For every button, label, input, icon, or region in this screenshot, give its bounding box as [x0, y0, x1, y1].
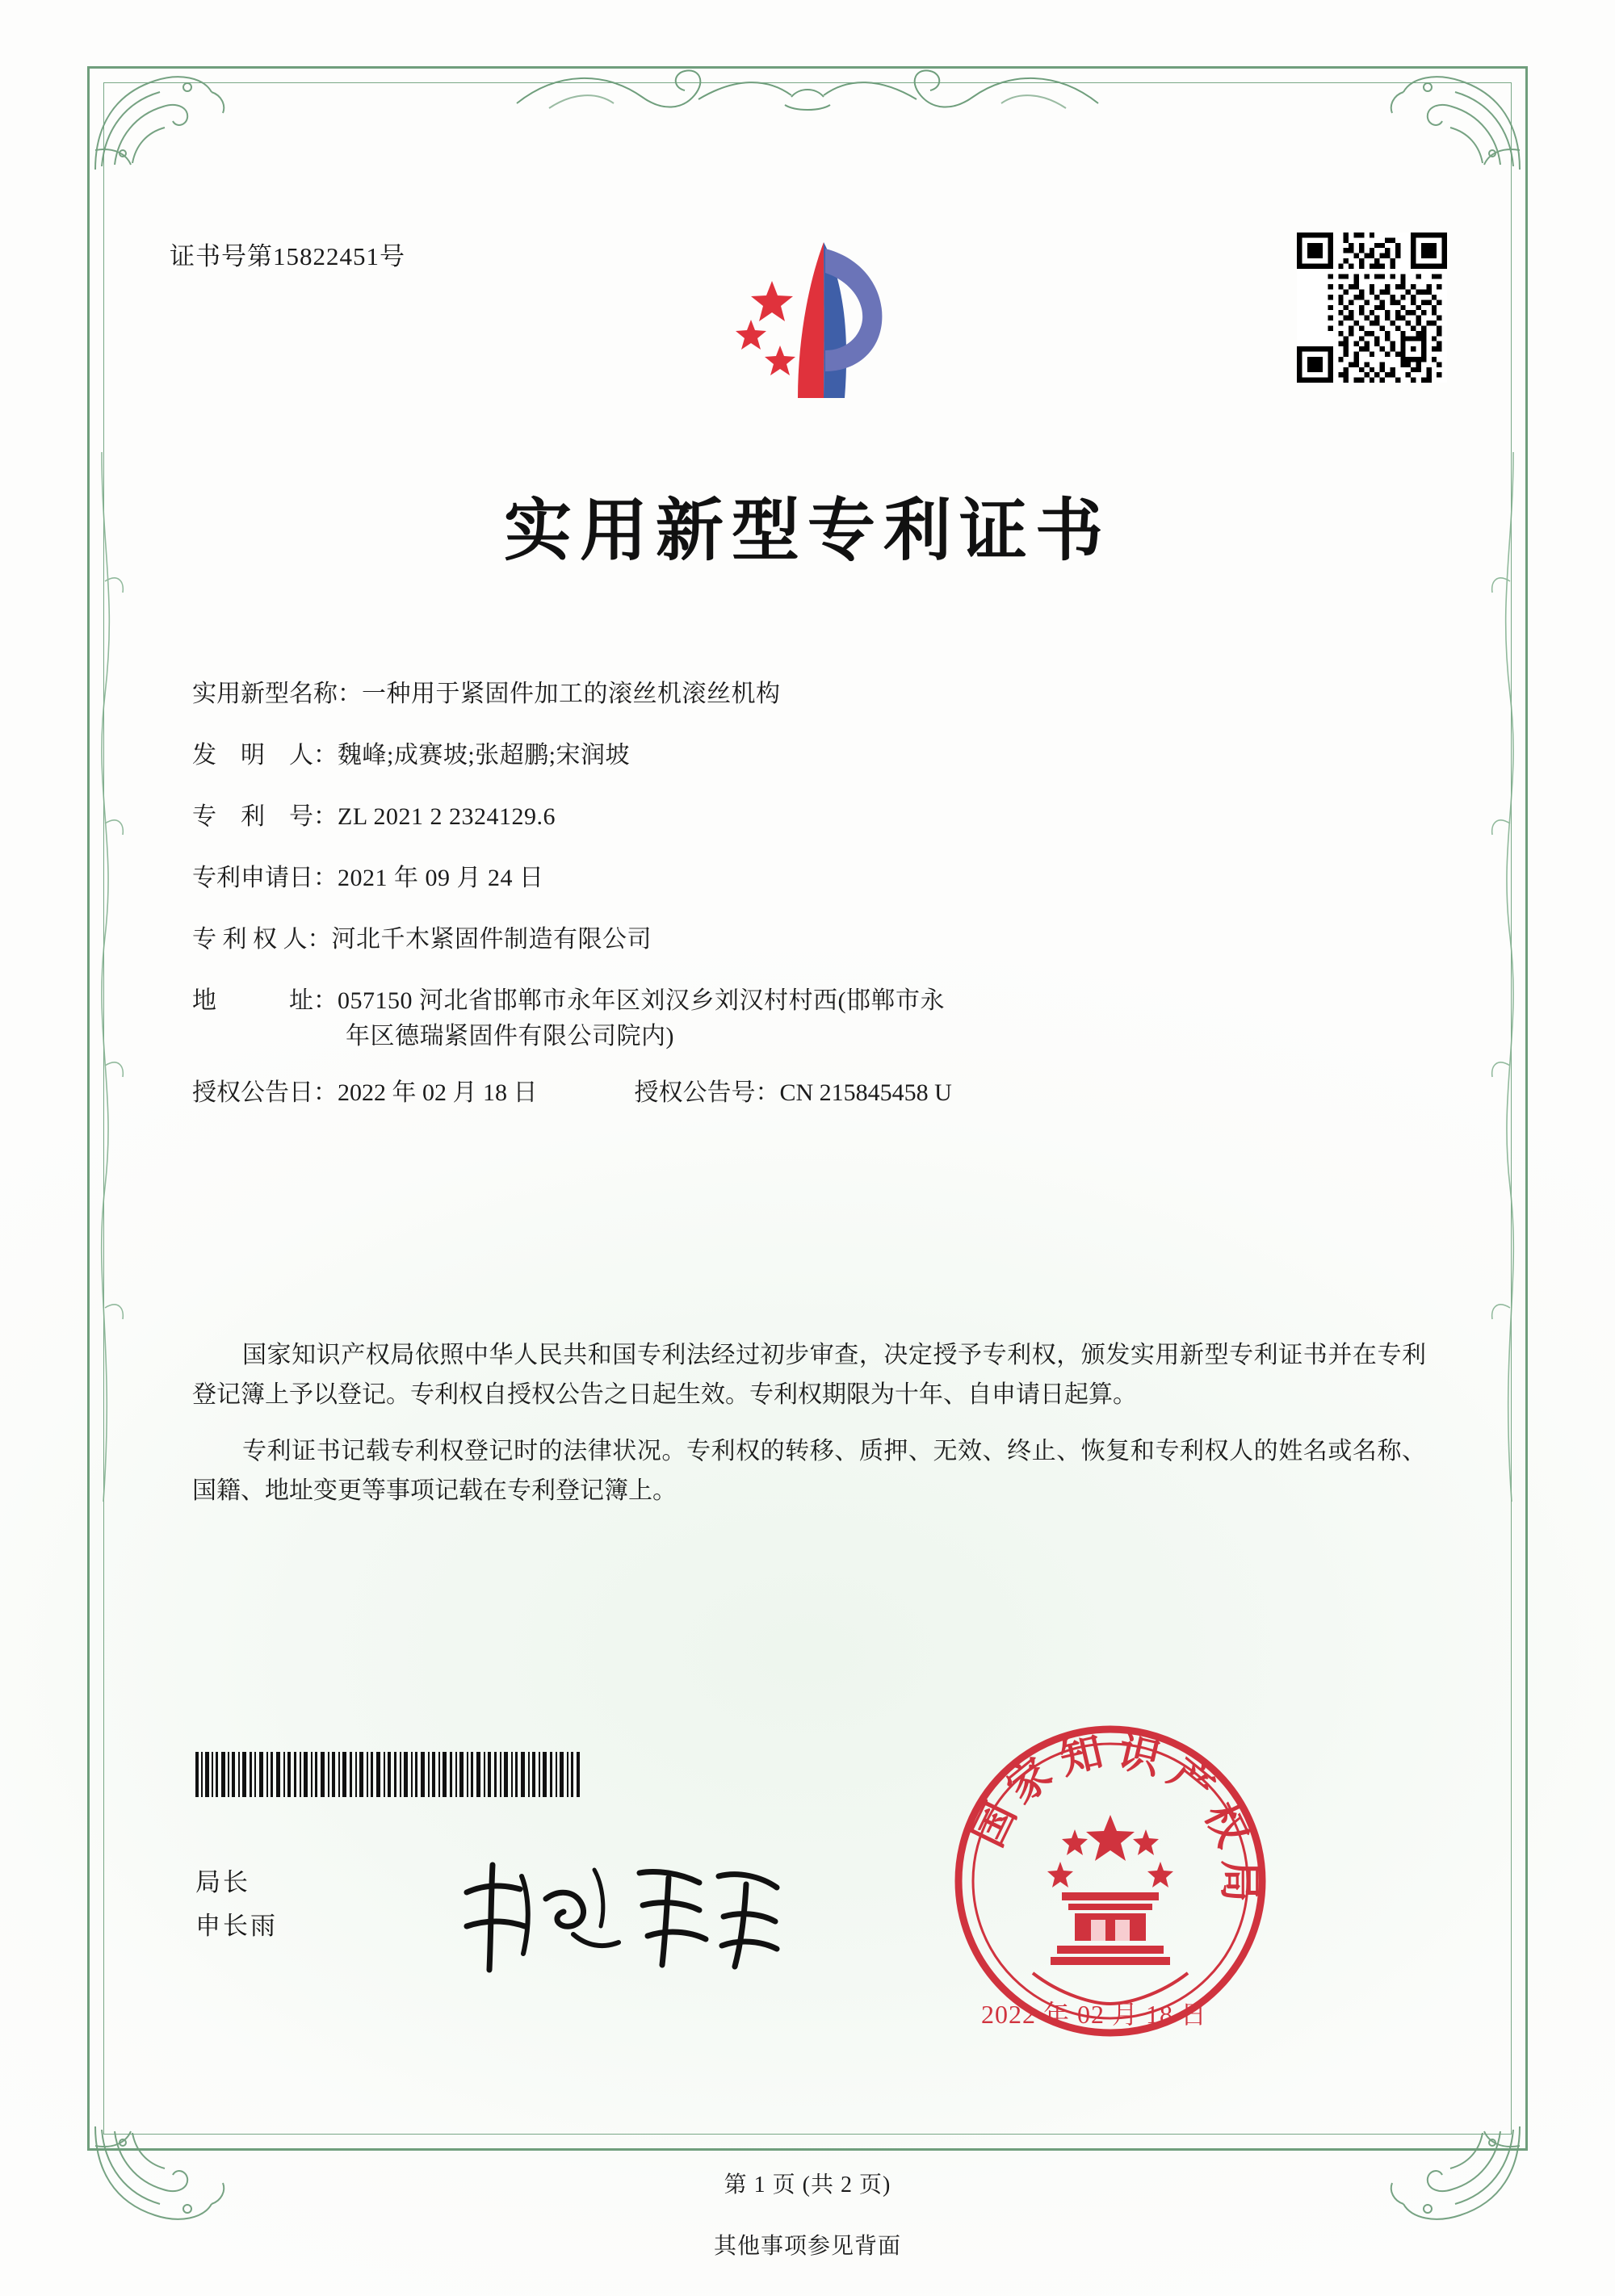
- field-row-patent-number: [192, 805, 1428, 829]
- director-name: 申长雨: [195, 1912, 278, 1941]
- legal-paragraph-1: 国家知识产权局依照中华人民共和国专利法经过初步审查，决定授予专利权，颁发实用新型专利证书并在专利登记簿上予以登记。专利权自授权公告之日起生效。专利权期限为十年、自申请日起算。: [192, 1342, 1426, 1408]
- field-label: 实用新型名称：: [192, 681, 362, 707]
- field-label: 专 利 权 人：: [192, 926, 332, 953]
- field-value: 一种用于紧固件加工的滚丝机滚丝机构: [362, 681, 781, 707]
- corner-ornament-top-left-icon: [90, 69, 236, 174]
- svg-text:国: 国: [965, 1795, 1026, 1854]
- side-vine-left-icon: [94, 452, 131, 1502]
- field-label: 地 址：: [192, 987, 338, 1014]
- handwritten-signature-icon: [452, 1849, 791, 1978]
- field-value: [338, 989, 1428, 1049]
- field-label: 专利申请日：: [192, 865, 338, 891]
- legal-text-block: [192, 1336, 1426, 1528]
- side-vine-right-icon: [1484, 452, 1521, 1502]
- signature-labels: [195, 1861, 278, 1949]
- field-value: ZL 2021 2 2324129.6: [338, 803, 556, 830]
- field-label: 发 明 人：: [192, 742, 338, 769]
- field-row-patentee: [192, 928, 1428, 952]
- field-row-utility-model-name: [192, 682, 1428, 706]
- svg-text:权: 权: [1195, 1795, 1256, 1854]
- field-label: 专 利 号：: [192, 803, 338, 830]
- patent-office-emblem-icon: [703, 233, 912, 406]
- svg-text:识: 识: [1113, 1728, 1165, 1784]
- page-title: 实用新型专利证书: [503, 494, 1111, 569]
- svg-text:知: 知: [1055, 1728, 1108, 1784]
- address-line-2: 年区德瑞紧固件有限公司院内): [346, 1023, 674, 1050]
- publication-number-value: CN 215845458 U: [779, 1079, 952, 1106]
- corner-ornament-top-right-icon: [1379, 69, 1525, 174]
- publication-date-label: 授权公告日：: [192, 1079, 338, 1106]
- back-side-note: 其他事项参见背面: [713, 2234, 901, 2259]
- field-row-address: [192, 989, 1428, 1049]
- certificate-number: 证书号第15822451号: [170, 242, 405, 270]
- barcode-icon: [195, 1752, 615, 1797]
- address-line-1: 057150 河北省邯郸市永年区刘汉乡刘汉村村西(邯郸市永: [338, 987, 945, 1014]
- certificate-fields: [192, 682, 1428, 1133]
- director-title: 局长: [195, 1868, 250, 1896]
- svg-text:家: 家: [999, 1750, 1061, 1813]
- top-flourish-ornament-icon: [501, 63, 1114, 119]
- field-row-inventors: [192, 744, 1428, 768]
- publication-date-value: 2022 年 02 月 18 日: [338, 1079, 538, 1106]
- field-row-publication: [192, 1081, 1428, 1105]
- publication-number-label: 授权公告号：: [634, 1079, 780, 1106]
- svg-text:局: 局: [1215, 1859, 1261, 1903]
- qr-code-icon: [1297, 233, 1447, 383]
- field-value: 2021 年 09 月 24 日: [338, 865, 544, 891]
- svg-text:产: 产: [1160, 1750, 1222, 1813]
- field-value: 河北千木紧固件制造有限公司: [331, 926, 652, 953]
- seal-date: 2022 年 02 月 18 日: [981, 2000, 1208, 2029]
- field-row-application-date: [192, 866, 1428, 890]
- legal-paragraph-2: 专利证书记载专利权登记时的法律状况。专利权的转移、质押、无效、终止、恢复和专利权人的姓名或名称、国籍、地址变更等事项记载在专利登记簿上。: [192, 1438, 1426, 1504]
- field-value: 魏峰;成赛坡;张超鹏;宋润坡: [338, 742, 631, 769]
- page-number: 第 1 页 (共 2 页): [724, 2172, 891, 2198]
